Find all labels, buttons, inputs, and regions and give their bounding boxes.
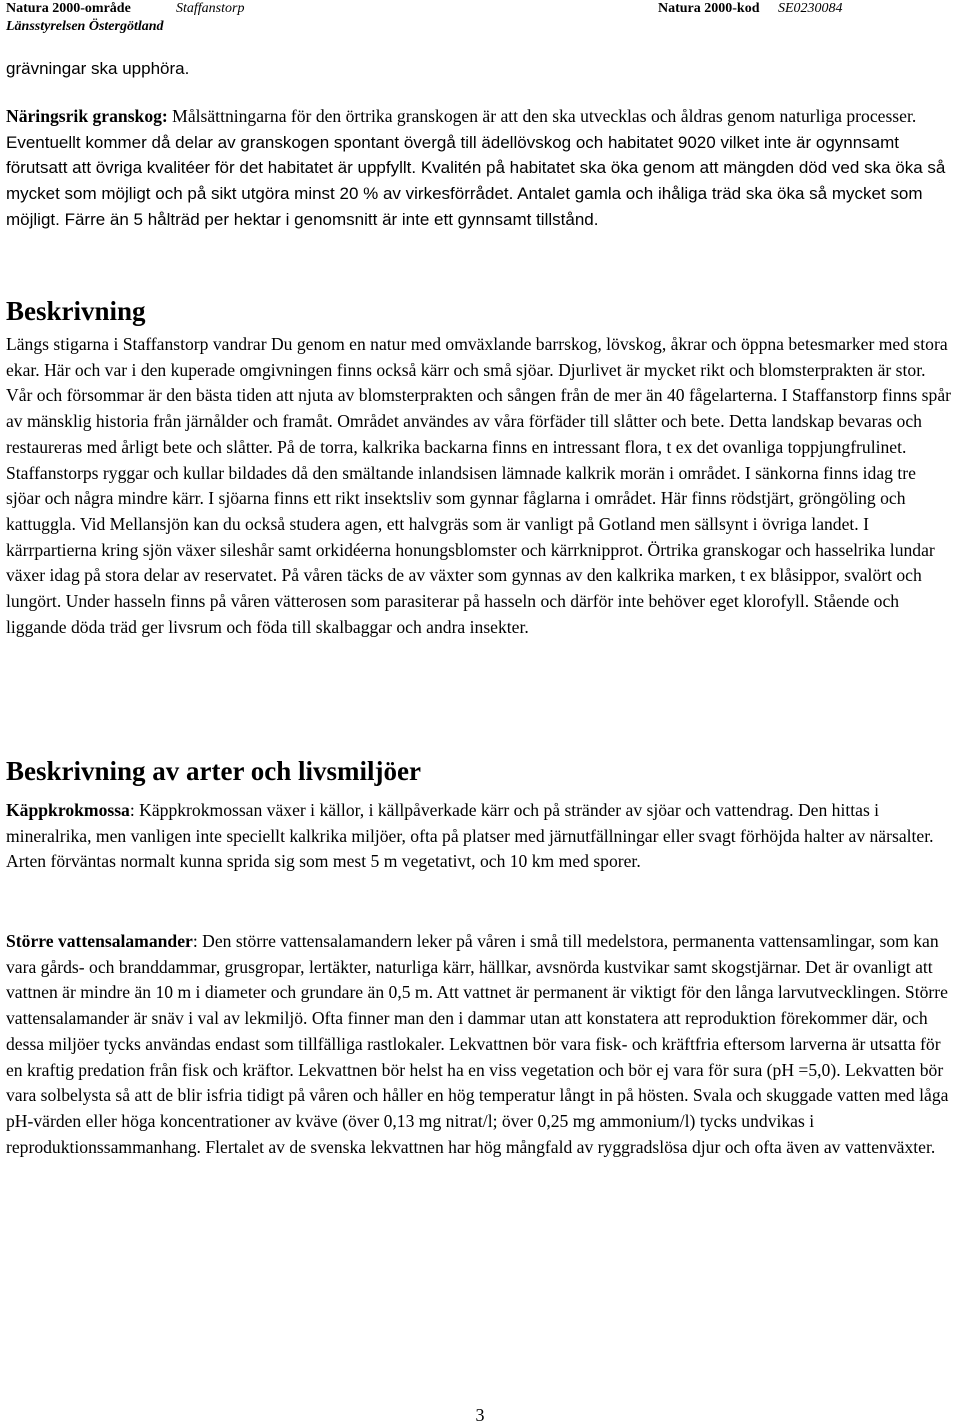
species-paragraph (6, 929, 954, 1160)
species-name: Större vattensalamander (6, 931, 193, 951)
page-header (6, 0, 954, 40)
arter-heading: Beskrivning av arter och livsmiljöer (6, 756, 421, 786)
beskrivning-paragraph: Längs stigarna i Staffanstorp vandrar Du genom en natur med omväxlande barrskog, lövskog, åkrar och öppna betesmarker med stora ekar. Här och var i den kuperade omgivningen finns också kärr och små sjöar. Djurlivet är mycket rikt och blomsterprakten är stor. Vår och försommar är den bästa tiden att njuta av blomsterprakten och sången från de mer än 40 fågelarterna. I Staffanstorp finns spår av mänsklig historia från järnålder och framåt. Området användes av våra förfäder till slåtter och bete. Detta landskap bevaras och restaureras med årligt bete och slåtter. På de torra, kalkrika backarna finns en intressant flora, t ex det ovanliga toppjungfrulinet. Staffanstorps ryggar och kullar bildades då den smältande inlandsisen lämnade kalkrik morän i området. I sänkorna finns idag tre sjöar och några mindre kärr. I sjöarna finns ett rikt insektsliv som gynnar fåglarna i området. Här finns rödstjärt, gröngöling och kattuggla. Vid Mellansjön kan du också studera agen, ett halvgräs som är vanligt på Gotland men sällsynt i övriga landet. I kärrpartierna kring sjön växer sileshår samt orkidéerna honungsblomster och kärrknipprot. Örtrika granskogar och hasselrika lundar växer idag på stora delar av reservatet. På våren täcks de av växter som gynnas av den kalkrika marken, t ex blåsippor, svalört och lungört. Under hasseln finns på våren vätterosen som parasiterar på hasseln och därför inte behöver eget klorofyll. Stående och liggande döda träd ger livsrum och föda till skalbaggar och andra insekter. (6, 334, 951, 637)
naringsrik-text-sans: Eventuellt kommer då delar av granskogen spontant övergå till ädellövskog och habitatet 9020 vilket inte är ogynnsamt förutsatt att övriga kvalitéer för det habitatet är uppfyllt. Kvalitén på habitatet ska öka genom att mängden död ved ska öka så mycket som möjligt och på sikt utgöra minst 20 % av virkesförrådet. Antalet gamla och ihåliga träd ska öka så mycket som möjligt. Färre än 5 hålträd per hektar i genomsnitt är inte ett gynnsamt tillstånd. (6, 132, 946, 229)
species-text: : Den större vattensalamandern leker på våren i små till medelstora, permanenta vattensamlingar, som kan vara gårds- och branddammar, grusgropar, lertäkter, naturliga kärr, hällkar, avsnörda kustvikar samt skogstjärnar. Det är ovanligt att vattnen är mindre än 10 m i diameter och grundare än 0,5 m. Att vattnet är permanent är viktigt för den långa larvutvecklingen. Större vattensalamander är snäv i val av lekmiljö. Ofta finner man den i dammar utan att konstatera att reproduktion förekommer där, och dessa miljöer tycks användas endast som tillfälliga rastlokaler. Lekvattnen bör vara fisk- och kräftfria eftersom larverna är utsatta för en kraftig predation från fisk och kräftor. Lekvattnen bör helst ha en viss vegetation och bör ej vara för sura (pH =5,0). Lekvatten bör vara solbelysta så att de blir isfria tidigt på våren och håller en hög temperatur långt in på hösten. Svala och skuggade vatten med låga pH-värden eller höga koncentrationer av kväve (över 0,13 mg nitrat/l; över 0,25 mg ammonium/l) tycks undvikas i reproduktionssammanhang. Flertalet av de svenska lekvattnen har hög mångfald av ryggradslösa djur och ofta även av vattenväxter. (6, 931, 949, 1157)
intro-paragraph: grävningar ska upphöra. (6, 59, 190, 78)
page-number: 3 (475, 1405, 485, 1425)
species-text: : Käppkrokmossan växer i källor, i källpåverkade kärr och på stränder av sjöar och vattendrag. Den hittas i mineralrika, men vanligen inte speciellt kalkrika miljöer, ofta på platser med järnutfällningar eller svagt förhöjda halter av närsalter. Arten förväntas normalt kunna sprida sig som mest 5 m vegetativt, och 10 km med sporer. (6, 800, 934, 872)
natura-code-value: SE0230084 (778, 1, 843, 16)
natura-code-label: Natura 2000-kod (658, 1, 760, 16)
naringsrik-paragraph (6, 104, 954, 233)
beskrivning-heading: Beskrivning (6, 296, 146, 326)
natura-area-value: Staffanstorp (176, 1, 245, 16)
natura-area-label: Natura 2000-område (6, 1, 131, 16)
naringsrik-label: Näringsrik granskog: (6, 106, 168, 126)
authority-name: Länsstyrelsen Östergötland (6, 19, 164, 34)
naringsrik-text-serif: Målsättningarna för den örtrika granskogen är att den ska utvecklas och åldras genom naturliga processer. (167, 106, 917, 126)
species-name: Käppkrokmossa (6, 800, 130, 820)
species-paragraph (6, 798, 954, 875)
